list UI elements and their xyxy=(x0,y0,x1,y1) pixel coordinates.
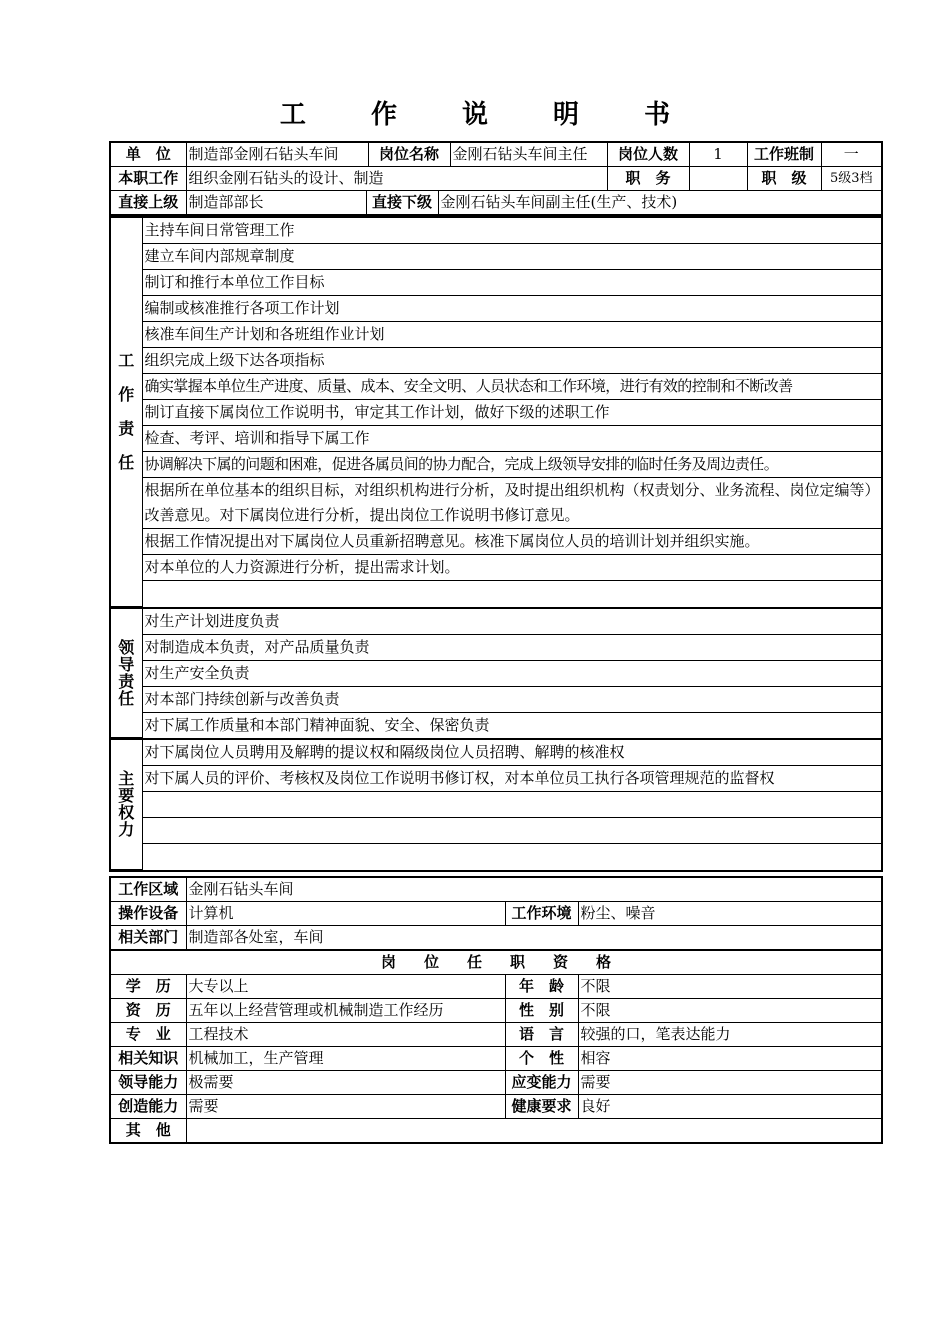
environment-table xyxy=(111,878,881,949)
personality-value: 相容 xyxy=(578,1047,881,1071)
age-label: 年 龄 xyxy=(505,975,578,999)
related-dept-value: 制造部各处室，车间 xyxy=(186,926,881,950)
work-duties-label: 工 作 责 任 xyxy=(111,218,142,606)
qualifications-block xyxy=(109,876,883,1144)
gender-label: 性 别 xyxy=(505,999,578,1023)
gender-value: 不限 xyxy=(578,999,881,1023)
experience-value: 五年以上经营管理或机械制造工作经历 xyxy=(186,999,505,1023)
main-work-value: 组织金刚石钻头的设计、制造 xyxy=(186,167,607,191)
header-table xyxy=(111,143,881,190)
superior-label: 直接上级 xyxy=(111,191,186,215)
other-label: 其 他 xyxy=(111,1119,186,1143)
work-duty-item: 编制或核准推行各项工作计划 xyxy=(142,296,881,322)
qualifications-table xyxy=(111,949,881,1142)
work-duty-item: 制订直接下属岗位工作说明书，审定其工作计划，做好下级的述职工作 xyxy=(142,400,881,426)
lead-duty-item: 对生产安全负责 xyxy=(142,660,881,686)
work-duty-item: 核准车间生产计划和各班组作业计划 xyxy=(142,322,881,348)
health-label: 健康要求 xyxy=(505,1095,578,1119)
subordinate-label: 直接下级 xyxy=(366,191,438,215)
education-label: 学 历 xyxy=(111,975,186,999)
work-area-value: 金刚石钻头车间 xyxy=(186,878,881,902)
shift-value: 一 xyxy=(821,143,881,167)
work-duties-table xyxy=(111,218,881,607)
adaptability-label: 应变能力 xyxy=(505,1071,578,1095)
shift-label: 工作班制 xyxy=(747,143,821,167)
main-work-label: 本职工作 xyxy=(111,167,186,191)
header-block xyxy=(109,141,883,216)
authority-item: 对下属岗位人员聘用及解聘的提议权和隔级岗位人员招聘、解聘的核准权 xyxy=(142,739,881,766)
lead-duty-item: 对下属工作质量和本部门精神面貌、安全、保密负责 xyxy=(142,712,881,738)
environment-value: 粉尘、噪音 xyxy=(578,902,881,926)
age-value: 不限 xyxy=(578,975,881,999)
lead-duty-item: 对制造成本负责，对产品质量负责 xyxy=(142,634,881,660)
work-duty-item xyxy=(142,581,881,607)
health-value: 良好 xyxy=(578,1095,881,1119)
work-duty-item: 协调解决下属的问题和困难，促进各属员间的协力配合，完成上级领导安排的临时任务及周边责任。 xyxy=(142,452,881,478)
post-count-value: 1 xyxy=(689,143,747,167)
equipment-label: 操作设备 xyxy=(111,902,186,926)
authority-item xyxy=(142,818,881,844)
work-duty-item: 对本单位的人力资源进行分析，提出需求计划。 xyxy=(142,555,881,581)
qualifications-heading: 岗位任职资格 xyxy=(111,950,881,975)
leadership-value: 极需要 xyxy=(186,1071,505,1095)
document-title: 工 作 说 明 书 xyxy=(279,100,699,130)
duty-label: 职 务 xyxy=(607,167,689,191)
creativity-value: 需要 xyxy=(186,1095,505,1119)
knowledge-value: 机械加工，生产管理 xyxy=(186,1047,505,1071)
environment-label: 工作环境 xyxy=(505,902,578,926)
major-label: 专 业 xyxy=(111,1023,186,1047)
grade-value: 5级3档 xyxy=(821,167,881,191)
work-duty-item: 检查、考评、培训和指导下属工作 xyxy=(142,426,881,452)
major-value: 工程技术 xyxy=(186,1023,505,1047)
work-duty-item: 主持车间日常管理工作 xyxy=(142,218,881,244)
work-duty-item: 建立车间内部规章制度 xyxy=(142,244,881,270)
work-duty-item: 根据所在单位基本的组织目标，对组织机构进行分析，及时提出组织机构（权责划分、业务流程、岗位定编等）改善意见。对下属岗位进行分析，提出岗位工作说明书修订意见。 xyxy=(142,478,881,529)
language-value: 较强的口，笔表达能力 xyxy=(578,1023,881,1047)
authority-table xyxy=(111,738,881,870)
lead-duties-table xyxy=(111,607,881,739)
grade-label: 职 级 xyxy=(747,167,821,191)
other-value xyxy=(186,1119,881,1143)
experience-label: 资 历 xyxy=(111,999,186,1023)
post-name-value: 金刚石钻头车间主任 xyxy=(450,143,607,167)
work-area-label: 工作区域 xyxy=(111,878,186,902)
unit-value: 制造部金刚石钻头车间 xyxy=(186,143,368,167)
creativity-label: 创造能力 xyxy=(111,1095,186,1119)
knowledge-label: 相关知识 xyxy=(111,1047,186,1071)
subordinate-value: 金刚石钻头车间副主任(生产、技术) xyxy=(438,191,881,215)
adaptability-value: 需要 xyxy=(578,1071,881,1095)
authority-item xyxy=(142,792,881,818)
work-duty-item: 根据工作情况提出对下属岗位人员重新招聘意见。核准下属岗位人员的培训计划并组织实施。 xyxy=(142,529,881,555)
post-name-label: 岗位名称 xyxy=(368,143,450,167)
responsibilities-block xyxy=(109,216,883,872)
personality-label: 个 性 xyxy=(505,1047,578,1071)
authority-item xyxy=(142,844,881,870)
duty-value xyxy=(689,167,747,191)
superior-table xyxy=(111,190,881,214)
education-value: 大专以上 xyxy=(186,975,505,999)
work-duty-item: 制订和推行本单位工作目标 xyxy=(142,270,881,296)
related-dept-label: 相关部门 xyxy=(111,926,186,950)
language-label: 语 言 xyxy=(505,1023,578,1047)
authority-item: 对下属人员的评价、考核权及岗位工作说明书修订权，对本单位员工执行各项管理规范的监督权 xyxy=(142,766,881,792)
work-duty-item: 组织完成上级下达各项指标 xyxy=(142,348,881,374)
work-duty-item: 确实掌握本单位生产进度、质量、成本、安全文明、人员状态和工作环境，进行有效的控制和不断改善 xyxy=(142,374,881,400)
lead-duty-item: 对生产计划进度负责 xyxy=(142,608,881,635)
authority-label: 主 要 权 力 xyxy=(111,739,142,869)
superior-value: 制造部部长 xyxy=(186,191,366,215)
leadership-label: 领导能力 xyxy=(111,1071,186,1095)
lead-duty-item: 对本部门持续创新与改善负责 xyxy=(142,686,881,712)
lead-duties-label: 领 导 责 任 xyxy=(111,608,142,738)
equipment-value: 计算机 xyxy=(186,902,505,926)
unit-label: 单 位 xyxy=(111,143,186,167)
post-count-label: 岗位人数 xyxy=(607,143,689,167)
